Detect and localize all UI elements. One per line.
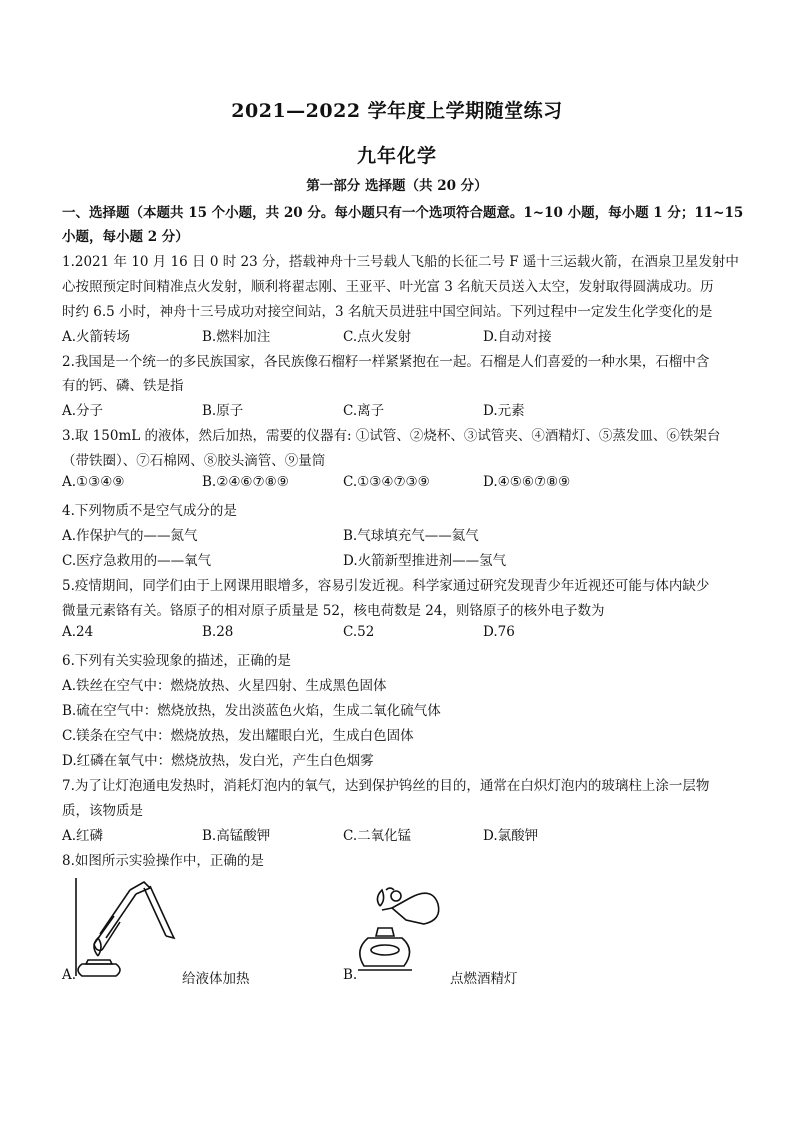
q6-option-c: C.镁条在空气中：燃烧放热，发出耀眼白光，生成白色固体 bbox=[62, 728, 414, 744]
q5-option-d: D.76 bbox=[483, 624, 515, 640]
q1-option-c: C.点火发射 bbox=[343, 329, 412, 345]
q2-option-a: A.分子 bbox=[62, 403, 104, 419]
test-tube-heating-figure bbox=[68, 872, 186, 982]
q8-option-a-text: 给液体加热 bbox=[182, 971, 250, 987]
q5-option-b: B.28 bbox=[202, 624, 234, 640]
q3-option-d: D.④⑤⑥⑦⑧⑨ bbox=[483, 474, 571, 490]
q3-option-c: C.①③④⑦③⑨ bbox=[343, 474, 430, 490]
q4-stem: 4.下列物质不是空气成分的是 bbox=[62, 503, 237, 519]
q6-stem: 6.下列有关实验现象的描述，正确的是 bbox=[62, 653, 291, 669]
q3-option-b: B.②④⑥⑦⑧⑨ bbox=[202, 474, 289, 490]
q8-stem: 8.如图所示实验操作中，正确的是 bbox=[62, 853, 264, 869]
q2-option-c: C.离子 bbox=[343, 403, 385, 419]
q8-option-b-label: B. bbox=[343, 967, 358, 983]
q2-option-d: D.元素 bbox=[483, 403, 525, 419]
q1-option-a: A.火箭转场 bbox=[62, 329, 131, 345]
q4-option-b: B.气球填充气——氦气 bbox=[343, 528, 479, 544]
q7-stem-line-1: 7.为了让灯泡通电发热时，消耗灯泡内的氧气，达到保护钨丝的目的，通常在白炽灯泡内的玻璃柱上涂一层物 bbox=[62, 778, 710, 794]
q5-stem-line-2: 微量元素铬有关。铬原子的相对原子质量是 52，核电荷数是 24，则铬原子的核外电子数为 bbox=[62, 603, 605, 619]
exam-subtitle: 九年化学 bbox=[356, 145, 437, 167]
q4-option-a: A.作保护气的——氮气 bbox=[62, 528, 198, 544]
q5-option-a: A.24 bbox=[62, 624, 94, 640]
q6-option-b: B.硫在空气中：燃烧放热，发出淡蓝色火焰，生成二氧化硫气体 bbox=[62, 703, 441, 719]
q2-stem-line-1: 2.我国是一个统一的多民族国家，各民族像石榴籽一样紧紧抱在一起。石榴是人们喜爱的一种水果，石榴中含 bbox=[62, 354, 710, 370]
q2-option-b: B.原子 bbox=[202, 403, 244, 419]
exam-title: 2021—2022 学年度上学期随堂练习 bbox=[231, 100, 563, 122]
q7-option-b: B.高锰酸钾 bbox=[202, 828, 271, 844]
q7-option-d: D.氯酸钾 bbox=[483, 828, 539, 844]
q1-stem-line-2: 心按照预定时间精准点火发射，顺利将翟志刚、王亚平、叶光富 3 名航天员送入太空，发射取得圆满成功。历 bbox=[62, 279, 714, 295]
q6-option-a: A.铁丝在空气中：燃烧放热、火星四射、生成黑色固体 bbox=[62, 678, 387, 694]
section-heading-line-2: 小题，每小题 2 分） bbox=[62, 229, 189, 245]
q4-option-c: C.医疗急救用的——氧气 bbox=[62, 553, 212, 569]
part-heading: 第一部分 选择题（共 20 分） bbox=[306, 178, 488, 194]
q1-option-b: B.燃料加注 bbox=[202, 329, 271, 345]
q5-stem-line-1: 5.疫情期间，同学们由于上网课用眼增多，容易引发近视。科学家通过研究发现青少年近视还可能与体内缺少 bbox=[62, 578, 710, 594]
q6-option-d: D.红磷在氧气中：燃烧放热，发白光，产生白色烟雾 bbox=[62, 753, 374, 769]
q8-option-a-label: A. bbox=[62, 967, 77, 983]
q1-stem-line-3: 时约 6.5 小时，神舟十三号成功对接空间站，3 名航天员进驻中国空间站。下列过程中一定发生化学变化的是 bbox=[62, 304, 713, 320]
q2-stem-line-2: 有的钙、磷、铁是指 bbox=[62, 378, 184, 394]
q5-option-c: C.52 bbox=[343, 624, 375, 640]
q4-option-d: D.火箭新型推进剂——氢气 bbox=[343, 553, 507, 569]
q7-option-c: C.二氧化锰 bbox=[343, 828, 412, 844]
alcohol-lamp-lighting-figure bbox=[352, 880, 448, 980]
q3-stem-line-1: 3.取 150mL 的液体，然后加热，需要的仪器有: ①试管、②烧杯、③试管夹、④酒精灯、⑤蒸发皿、⑥铁架台 bbox=[62, 428, 721, 444]
q7-option-a: A.红磷 bbox=[62, 828, 104, 844]
q1-stem-line-1: 1.2021 年 10 月 16 日 0 时 23 分，搭载神舟十三号载人飞船的长征二号 F 遥十三运载火箭，在酒泉卫星发射中 bbox=[62, 254, 739, 270]
q7-stem-line-2: 质，该物质是 bbox=[62, 803, 143, 819]
q3-stem-line-2: （带铁圈）、⑦石棉网、⑧胶头滴管、⑨量筒 bbox=[62, 453, 326, 469]
q1-option-d: D.自动对接 bbox=[483, 329, 552, 345]
q3-option-a: A.①③④⑨ bbox=[62, 474, 125, 490]
q8-option-b-text: 点燃酒精灯 bbox=[450, 971, 518, 987]
section-heading-line-1: 一、选择题（本题共 15 个小题，共 20 分。每小题只有一个选项符合题意。1~10 小题，每小题 1 分；11~15 bbox=[62, 205, 744, 221]
